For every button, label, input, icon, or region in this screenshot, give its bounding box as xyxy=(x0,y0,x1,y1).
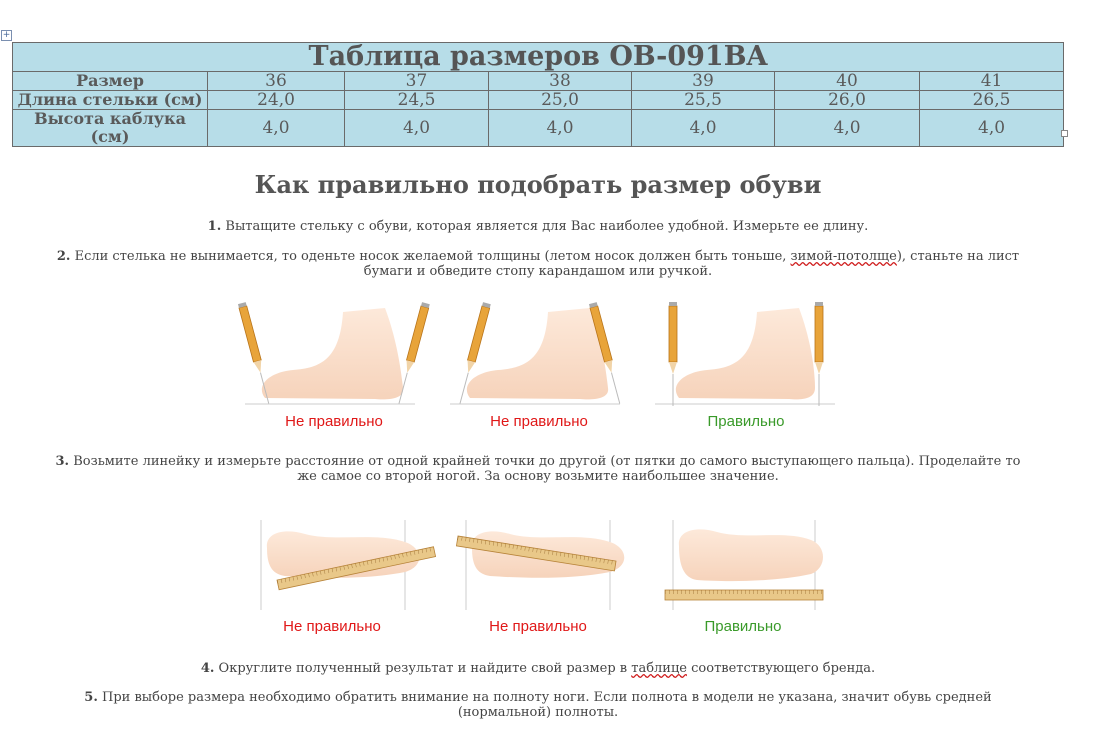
foot-tracing-right xyxy=(655,302,835,406)
caption-wrong-pencil-2: Не правильно xyxy=(490,413,588,430)
caption-wrong-pencil-1: Не правильно xyxy=(285,413,383,430)
step-text-line2: бумаги и обведите стопу карандашом или ручкой. xyxy=(363,264,713,279)
table-resize-handle[interactable] xyxy=(1061,130,1068,137)
table-cell: 4,0 xyxy=(632,110,775,147)
step-text-line2: (нормальной) полноты. xyxy=(457,705,619,720)
step-4 xyxy=(0,661,1076,676)
row-label-insole-length: Длина стельки (см) xyxy=(13,91,208,110)
table-cell: 4,0 xyxy=(920,110,1064,147)
table-cell: 26,5 xyxy=(920,91,1064,110)
step-text: ), станьте на лист xyxy=(896,249,1020,264)
table-cell: 24,0 xyxy=(208,91,345,110)
table-cell: 24,5 xyxy=(345,91,489,110)
table-cell: 4,0 xyxy=(208,110,345,147)
step-1 xyxy=(0,219,1076,234)
step-number: 1. xyxy=(207,219,222,234)
step-5 xyxy=(0,690,1076,720)
step-text: Округлите полученный результат и найдите свой размер в xyxy=(218,661,628,676)
pencil-icon xyxy=(815,302,823,406)
ruler-measure-wrong-2 xyxy=(456,520,624,610)
table-move-handle-icon[interactable]: + xyxy=(2,30,11,40)
ruler-measure-wrong-1 xyxy=(261,520,436,610)
row-label-size: Размер xyxy=(13,72,208,91)
pencil-tracing-illustrations xyxy=(225,300,845,415)
table-row xyxy=(13,110,1064,147)
table-cell: 39 xyxy=(632,72,775,91)
step-2 xyxy=(0,249,1076,279)
size-table xyxy=(12,42,1064,147)
pencil-icon xyxy=(669,302,677,406)
row-label-heel-height: Высота каблука (см) xyxy=(13,110,208,147)
table-cell: 25,5 xyxy=(632,91,775,110)
table-cell: 41 xyxy=(920,72,1064,91)
caption-right-pencil: Правильно xyxy=(707,413,785,430)
step-text: соответствующего бренда. xyxy=(691,661,876,676)
ruler-measure-right xyxy=(665,520,823,610)
step-number: 3. xyxy=(55,454,70,469)
caption-wrong-ruler-2: Не правильно xyxy=(489,618,587,635)
table-cell: 25,0 xyxy=(489,91,632,110)
table-cell: 4,0 xyxy=(489,110,632,147)
table-cell: 37 xyxy=(345,72,489,91)
step-number: 2. xyxy=(56,249,71,264)
table-cell: 4,0 xyxy=(775,110,920,147)
step-number: 4. xyxy=(200,661,215,676)
table-cell: 38 xyxy=(489,72,632,91)
table-cell: 4,0 xyxy=(345,110,489,147)
table-cell: 36 xyxy=(208,72,345,91)
table-cell: 26,0 xyxy=(775,91,920,110)
step-3 xyxy=(0,454,1076,484)
table-row xyxy=(13,72,1064,91)
step-text: Вытащите стельку с обуви, которая является для Вас наиболее удобной. Измерьте ее длину. xyxy=(225,219,869,234)
caption-wrong-ruler-1: Не правильно xyxy=(283,618,381,635)
caption-right-ruler: Правильно xyxy=(704,618,782,635)
guide-title: Как правильно подобрать размер обуви xyxy=(254,170,822,199)
spellcheck-word: таблице xyxy=(631,661,687,676)
foot-tracing-wrong-2 xyxy=(450,302,624,405)
foot-tracing-wrong-1 xyxy=(238,302,430,405)
step-text: Возьмите линейку и измерьте расстояние от одной крайней точки до другой (от пятки до самого выступающего пальца). Проделайте то xyxy=(73,454,1021,469)
step-text: При выборе размера необходимо обратить внимание на полноту ноги. Если полнота в модели не указана, значит обувь средней xyxy=(102,690,992,705)
step-number: 5. xyxy=(84,690,98,705)
ruler-icon xyxy=(665,590,823,600)
spellcheck-word: зимой-потолще xyxy=(790,249,897,264)
step-text: Если стелька не вынимается, то оденьте носок желаемой толщины (летом носок должен быть тоньше, xyxy=(74,249,787,264)
ruler-measure-illustrations xyxy=(255,518,835,618)
size-table-title: Таблица размеров OB-091BA xyxy=(13,43,1064,72)
table-cell: 40 xyxy=(775,72,920,91)
step-text-line2: же самое со второй ногой. За основу возьмите наибольшее значение. xyxy=(297,469,779,484)
table-row xyxy=(13,91,1064,110)
